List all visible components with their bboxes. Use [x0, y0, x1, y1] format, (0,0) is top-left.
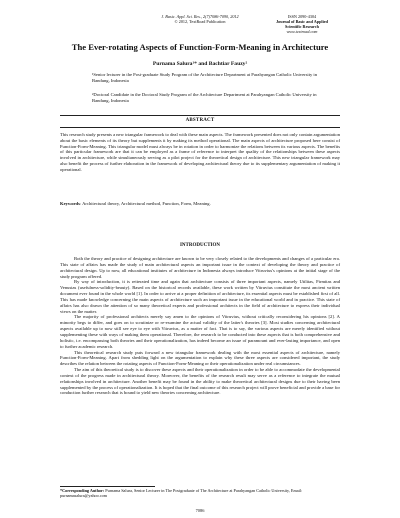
abstract-text: This research study presents a new triangular framework to deal with these main aspects. The framework presented does not only contain argumentation about the basic elements of its theory but supplements it by making its method operational. The main aspects of architecture proposed here consist of Function-Form-Meaning. This triangular model must always be in rotation in order to harmonize the relations between its various aspects. The benefits of this particular framework are that it can be employed as a frame of reference to interpret the quality of the relationships between these aspects involved in architecture, while simultaneously serving as a pilot project for the theoretical design of architecture. This new triangular framework may also benefit the process of further elaboration in the framework of developing architectural theory due to its supplementary argumentation of making it operational.: [60, 132, 340, 172]
journal-citation-block: [135, 14, 265, 24]
journal-header: [40, 14, 360, 44]
footnote-text: Purnama Salura, Senior Lecturer in The Postgraduate of The Architecture at Parahyangan Catholic University, Email: purnamasalura@yahoo.com: [60, 488, 303, 499]
intro-paragraph: By way of introduction, it is reiterated time and again that architecture consists of three important aspects, namely Utilitas, Firmitas and Venustas (usefulness-solidity-beauty). Based on the historical records available, these work written by Vitruvius constitute the most ancient written document ever found in the whole world [1]. In order to arrive at a proper definition of architecture, its essential aspects must be established first of all. This has made knowledge concerning the main aspects of architecture such an important issue in the educational world and in practice. This state of affairs has also drawn the attention of so many theoretical experts and professional architects in the field of architecture to express their individual views on the matter.: [60, 279, 340, 314]
journal-website: www.textroad.com: [286, 29, 318, 34]
corresponding-author-footnote: [60, 488, 340, 498]
journal-name-line-1: Journal of Basic and Applied: [276, 19, 328, 24]
page-number: 7086: [195, 508, 205, 513]
introduction-body: [60, 256, 340, 396]
abstract-top-rule: [60, 115, 340, 116]
intro-paragraph: The majority of professional architects merely say amen to the opinions of Vitruvius, without critically reconsidering his opinions [2]. A minority begs to differ, and goes on to scrutinize or re-examine the actual validity of the latter's theories [3]. Most studies concerning architectural aspects available up to now still see eye to eye with Vitruvius, as a matter of fact. That is to say, the various aspects are merely identified without supplementing these with ways of making them operational. Therefore, the research to be conducted into these aspects that is both comprehensive and holistic, i.e. encompassing both theories and their operationalization, has indeed become an issue of paramount and ever-lasting importance, and open to further academic research.: [60, 314, 340, 349]
keywords-label: Keywords: [60, 201, 80, 206]
abstract-heading: ABSTRACT: [185, 118, 215, 123]
paper-title: The Ever-rotating Aspects of Function-Form-Meaning in Architecture: [71, 42, 329, 52]
journal-name-line-2: Scientific Research: [285, 24, 319, 29]
keywords-text: : Architectural theory, Architectural method, Function, Form, Meaning.: [79, 201, 211, 206]
intro-paragraph: The aim of this theoretical study is to discover these aspects and their operationalization in order to be able to accommodate the developmental context of the progress made in architectural theory. Moreover, the benefits of the research result may serve as a reference to integrate the mutual relationships involved in architecture. Another benefit may be found in the ability to make theoretical architectural designs due to their having been supplemented by the process of operationalization. It is hoped that the final outcome of this research project will prove beneficial and provide a base for conduction further research that is bound to yield new theories concerning architecture.: [60, 367, 340, 396]
abstract-bottom-rule: [60, 127, 340, 128]
footnote-label: *Corresponding Author:: [60, 488, 105, 493]
footnote-rule: [60, 486, 155, 487]
affiliation-1: ¹Senior lecturer in the Post-graduate Study Program of the Architecture Department at Parahyangan Catholic University in Bandung, Indonesia: [92, 72, 318, 83]
intro-paragraph: This theoretical research study puts forward a new triangular framework dealing with the most essential aspects of architecture, namely Function-Form-Meaning. Apart from shedding light on the argumentation to explain why these three aspects are considered important, the study describes the relation between the rotating aspects of Function-Form-Meaning or their operationalization under real circumstances.: [60, 349, 340, 367]
copyright: © 2012, TextRoad Publication: [174, 19, 226, 24]
intro-paragraph: Both the theory and practice of designing architecture are known to be very closely related to the developments and changes of a particular era. This state of affairs has made the study of main architectural aspects an important issue in the context of developing the theory and practice of architectural design. Up to now, all educational institutes of architecture in Indonesia always introduce Vitruvius's opinions at the initial stage of the study program offered.: [60, 256, 340, 279]
introduction-heading: INTRODUCTION: [179, 243, 220, 248]
affiliation-2: ²Doctoral Candidate in the Doctoral Study Program of the Architecture Department at Parahyangan Catholic University in Bandung, Indonesia: [92, 92, 317, 103]
keywords-line: [60, 201, 340, 207]
journal-citation: J. Basic. Appl. Sci. Res., 2(7)7086-7090, 2012: [161, 14, 239, 19]
journal-info-block: [252, 14, 352, 34]
author-line: Purnama Salura¹* and Bachtiar Fauzy²: [152, 61, 248, 67]
issn: ISSN 2090-4304: [287, 14, 317, 19]
